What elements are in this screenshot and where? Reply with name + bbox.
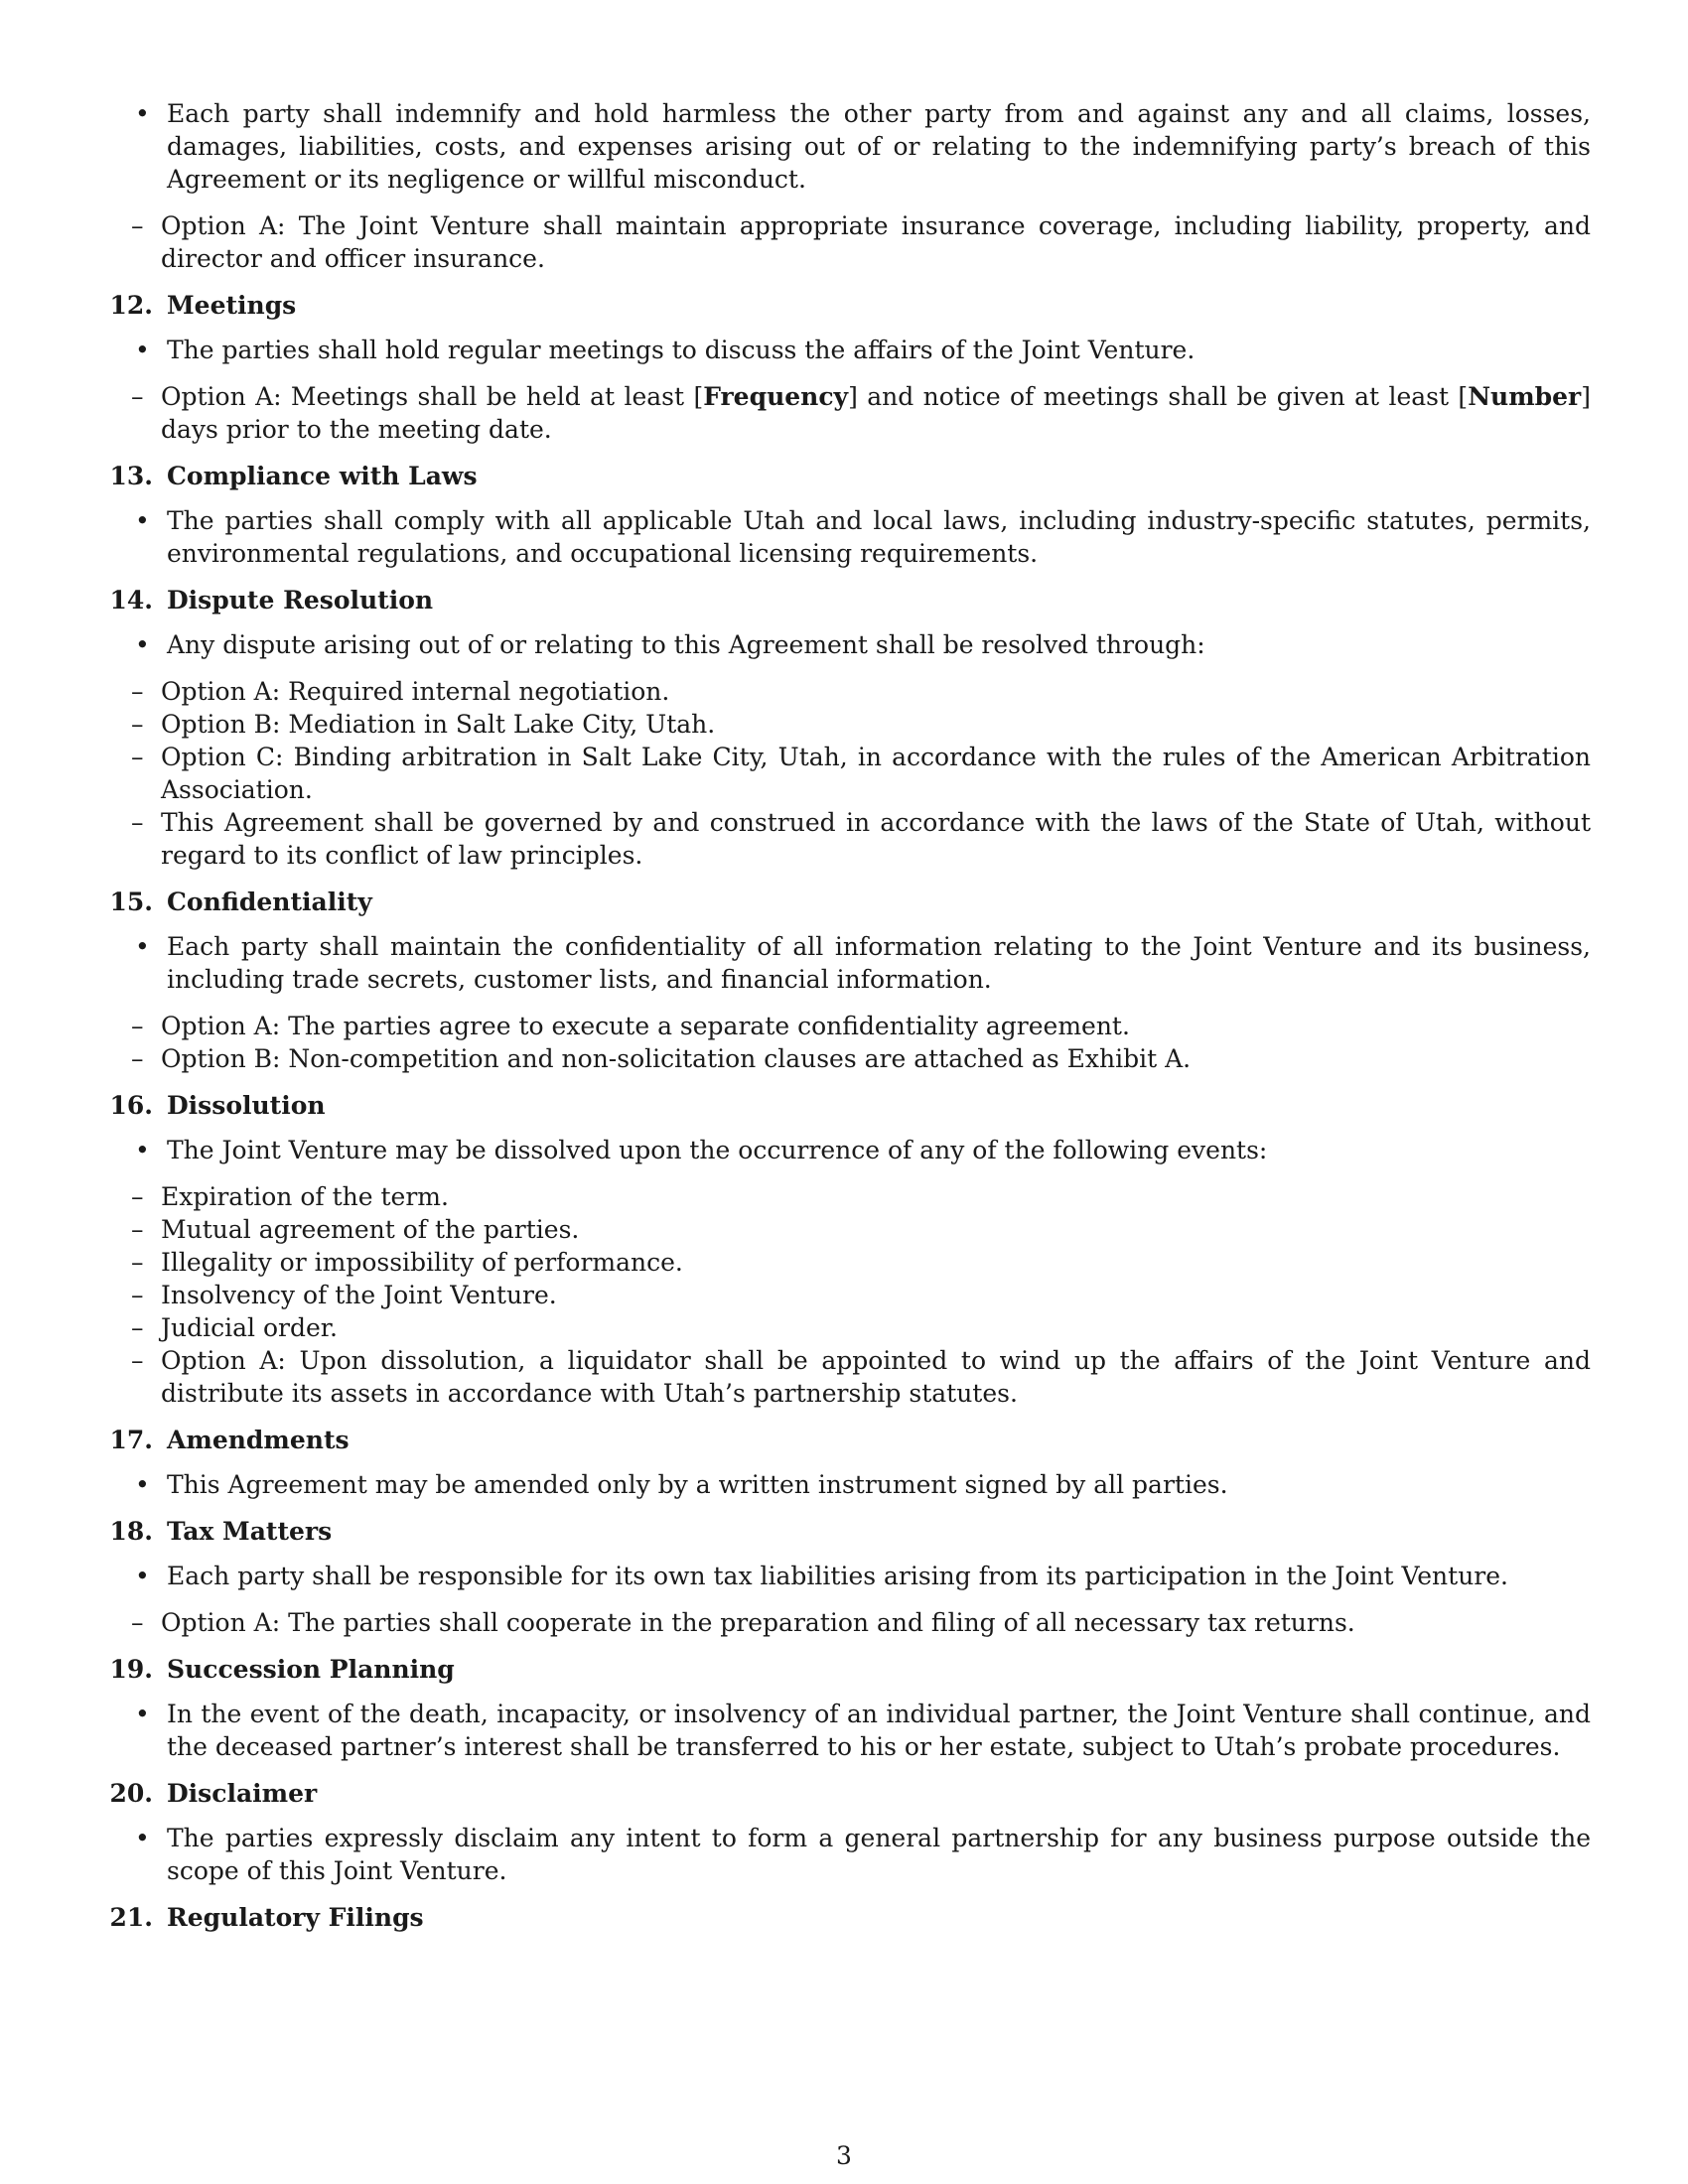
section-20-bullets: [99, 1822, 1591, 1887]
section-number: 16.: [109, 1091, 153, 1120]
section-15-option: – Option A: The parties agree to execute a separate confidentiality agreement.: [99, 1010, 1591, 1042]
intro-options: [99, 209, 1591, 275]
section-number: 12.: [109, 291, 153, 320]
section-title: Succession Planning: [167, 1655, 455, 1684]
document-page: [99, 97, 1591, 1934]
section-20-bullet: • The parties expressly disclaim any intent to form a general partnership for any business purpose outside the scope of this Joint Venture.: [99, 1822, 1591, 1887]
section-heading-18: [99, 1515, 1591, 1548]
section-12-bullet: • The parties shall hold regular meetings to discuss the affairs of the Joint Venture.: [99, 334, 1591, 366]
section-16-bullet: • The Joint Venture may be dissolved upon the occurrence of any of the following events:: [99, 1134, 1591, 1166]
frequency-placeholder: Frequency: [703, 382, 849, 411]
section-14-option: – Option A: Required internal negotiation.: [99, 675, 1591, 708]
section-heading-13: [99, 460, 1591, 492]
section-13-bullets: [99, 504, 1591, 570]
section-15-bullets: [99, 930, 1591, 996]
section-title: Compliance with Laws: [167, 462, 478, 490]
section-heading-16: [99, 1089, 1591, 1122]
intro-bullet: • Each party shall indemnify and hold harmless the other party from and against any and all claims, losses, damages, liabilities, costs, and expenses arising out of or relating to the indemnifying party’s breach of this Agreement or its negligence or willful misconduct.: [99, 97, 1591, 196]
intro-bullets: [99, 97, 1591, 196]
section-18-options: [99, 1606, 1591, 1639]
section-title: Dispute Resolution: [167, 586, 434, 614]
section-number: 13.: [109, 462, 153, 490]
section-14-option: – This Agreement shall be governed by and construed in accordance with the laws of the State of Utah, without regard to its conflict of law principles.: [99, 806, 1591, 872]
section-number: 17.: [109, 1426, 153, 1454]
section-19-bullet: • In the event of the death, incapacity, or insolvency of an individual partner, the Joint Venture shall continue, and the deceased partner’s interest shall be transferred to his or her estate, subject to Utah’s probate procedures.: [99, 1698, 1591, 1763]
option-text: Option A: Meetings shall be held at least: [161, 382, 694, 411]
section-heading-19: [99, 1653, 1591, 1686]
section-17-bullet: • This Agreement may be amended only by a written instrument signed by all parties.: [99, 1468, 1591, 1501]
section-16-options: [99, 1180, 1591, 1410]
section-12-option-a: – Option A: Meetings shall be held at least [Frequency] and notice of meetings shall be given at least [Number] days prior to the meeting date.: [99, 380, 1591, 446]
section-heading-14: [99, 584, 1591, 616]
section-14-option: – Option B: Mediation in Salt Lake City, Utah.: [99, 708, 1591, 741]
section-14-options: [99, 675, 1591, 872]
section-18-option: – Option A: The parties shall cooperate in the preparation and filing of all necessary tax returns.: [99, 1606, 1591, 1639]
section-16-option: – Illegality or impossibility of performance.: [99, 1246, 1591, 1279]
section-heading-20: [99, 1777, 1591, 1810]
section-16-option: – Judicial order.: [99, 1311, 1591, 1344]
section-13-bullet: • The parties shall comply with all applicable Utah and local laws, including industry-specific statutes, permits, environmental regulations, and occupational licensing requirements.: [99, 504, 1591, 570]
section-12-bullets: [99, 334, 1591, 366]
section-14-bullets: [99, 628, 1591, 661]
section-18-bullets: [99, 1560, 1591, 1592]
section-heading-17: [99, 1424, 1591, 1456]
section-number: 18.: [109, 1517, 153, 1546]
section-19-bullets: [99, 1698, 1591, 1763]
section-heading-21: [99, 1901, 1591, 1934]
section-number: 15.: [109, 887, 153, 916]
section-title: Regulatory Filings: [167, 1903, 424, 1932]
section-title: Tax Matters: [167, 1517, 333, 1546]
section-14-option: – Option C: Binding arbitration in Salt Lake City, Utah, in accordance with the rules of the American Arbitration Association.: [99, 741, 1591, 806]
section-18-bullet: • Each party shall be responsible for its own tax liabilities arising from its participation in the Joint Venture.: [99, 1560, 1591, 1592]
section-heading-15: [99, 886, 1591, 918]
section-number: 20.: [109, 1779, 153, 1808]
section-number: 19.: [109, 1655, 153, 1684]
section-16-option: – Insolvency of the Joint Venture.: [99, 1279, 1591, 1311]
page-number: 3: [836, 2141, 852, 2170]
section-16-option: – Option A: Upon dissolution, a liquidator shall be appointed to wind up the affairs of the Joint Venture and distribute its assets in accordance with Utah’s partnership statutes.: [99, 1344, 1591, 1410]
intro-option-a: – Option A: The Joint Venture shall maintain appropriate insurance coverage, including liability, property, and director and officer insurance.: [99, 209, 1591, 275]
section-title: Disclaimer: [167, 1779, 318, 1808]
section-title: Meetings: [167, 291, 297, 320]
section-heading-12: [99, 289, 1591, 322]
number-placeholder: Number: [1468, 382, 1582, 411]
section-number: 21.: [109, 1903, 153, 1932]
section-number: 14.: [109, 586, 153, 614]
section-15-options: [99, 1010, 1591, 1075]
option-text: and notice of meetings shall be given at least: [857, 382, 1459, 411]
section-title: Dissolution: [167, 1091, 326, 1120]
section-16-bullets: [99, 1134, 1591, 1166]
section-15-option: – Option B: Non-competition and non-solicitation clauses are attached as Exhibit A.: [99, 1042, 1591, 1075]
section-17-bullets: [99, 1468, 1591, 1501]
section-16-option: – Expiration of the term.: [99, 1180, 1591, 1213]
section-12-options: [99, 380, 1591, 446]
section-16-option: – Mutual agreement of the parties.: [99, 1213, 1591, 1246]
section-14-bullet: • Any dispute arising out of or relating to this Agreement shall be resolved through:: [99, 628, 1591, 661]
section-15-bullet: • Each party shall maintain the confidentiality of all information relating to the Joint Venture and its business, including trade secrets, customer lists, and financial information.: [99, 930, 1591, 996]
section-title: Confidentiality: [167, 887, 372, 916]
option-text: days prior to the meeting date.: [161, 415, 552, 444]
section-title: Amendments: [167, 1426, 350, 1454]
